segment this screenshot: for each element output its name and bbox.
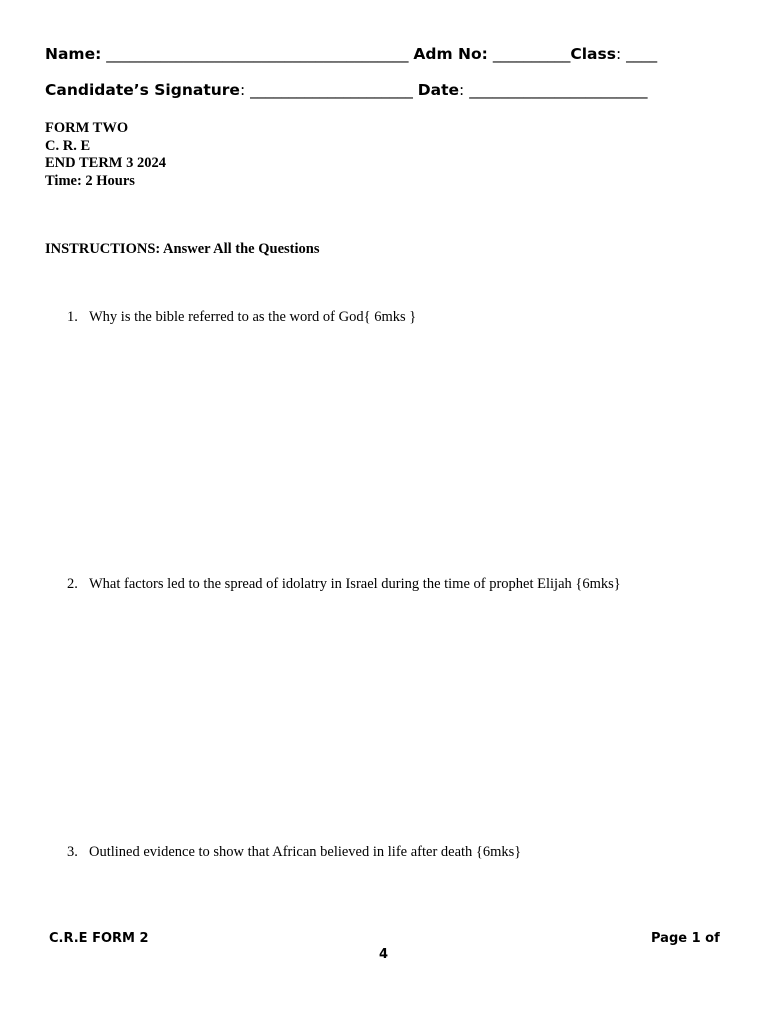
question-2 <box>67 576 621 593</box>
question-text: What factors led to the spread of idolatry in Israel during the time of prophet Elijah {6mks} <box>89 576 621 592</box>
class-label: Class <box>570 45 616 63</box>
adm-no-field[interactable]: __________ <box>492 45 571 63</box>
question-3 <box>67 844 521 861</box>
time-allowed: Time: 2 Hours <box>45 172 135 189</box>
signature-colon: : <box>239 81 246 99</box>
student-details-line <box>45 45 657 63</box>
question-text: Why is the bible referred to as the word of God{ 6mks } <box>89 309 417 325</box>
footer-subject: C.R.E FORM 2 <box>49 931 149 946</box>
question-number: 2. <box>67 576 78 592</box>
class-field[interactable]: ____ <box>621 45 658 63</box>
question-text: Outlined evidence to show that African believed in life after death {6mks} <box>89 844 522 860</box>
date-field[interactable]: _______________________ <box>464 81 648 99</box>
adm-no-label: Adm No: <box>413 45 488 63</box>
question-number: 3. <box>67 844 78 860</box>
date-colon: : <box>459 81 465 99</box>
question-1 <box>67 309 416 326</box>
exam-info <box>45 120 166 190</box>
term: END TERM 3 2024 <box>45 155 166 171</box>
form-level: FORM TWO <box>45 120 129 136</box>
instructions: INSTRUCTIONS: Answer All the Questions <box>45 241 320 257</box>
name-field[interactable]: _______________________________________ <box>106 45 409 63</box>
name-label: Name: <box>45 45 102 63</box>
footer-page-total: 4 <box>379 947 389 962</box>
date-label: Date <box>417 81 460 99</box>
signature-field[interactable]: _____________________ <box>245 81 413 99</box>
subject: C. R. E <box>45 137 91 154</box>
footer-page-label: Page 1 of <box>651 931 720 946</box>
question-number: 1. <box>67 309 78 325</box>
class-colon: : <box>615 45 622 63</box>
signature-label: Candidate’s Signature <box>45 81 240 99</box>
signature-date-line <box>45 81 647 99</box>
